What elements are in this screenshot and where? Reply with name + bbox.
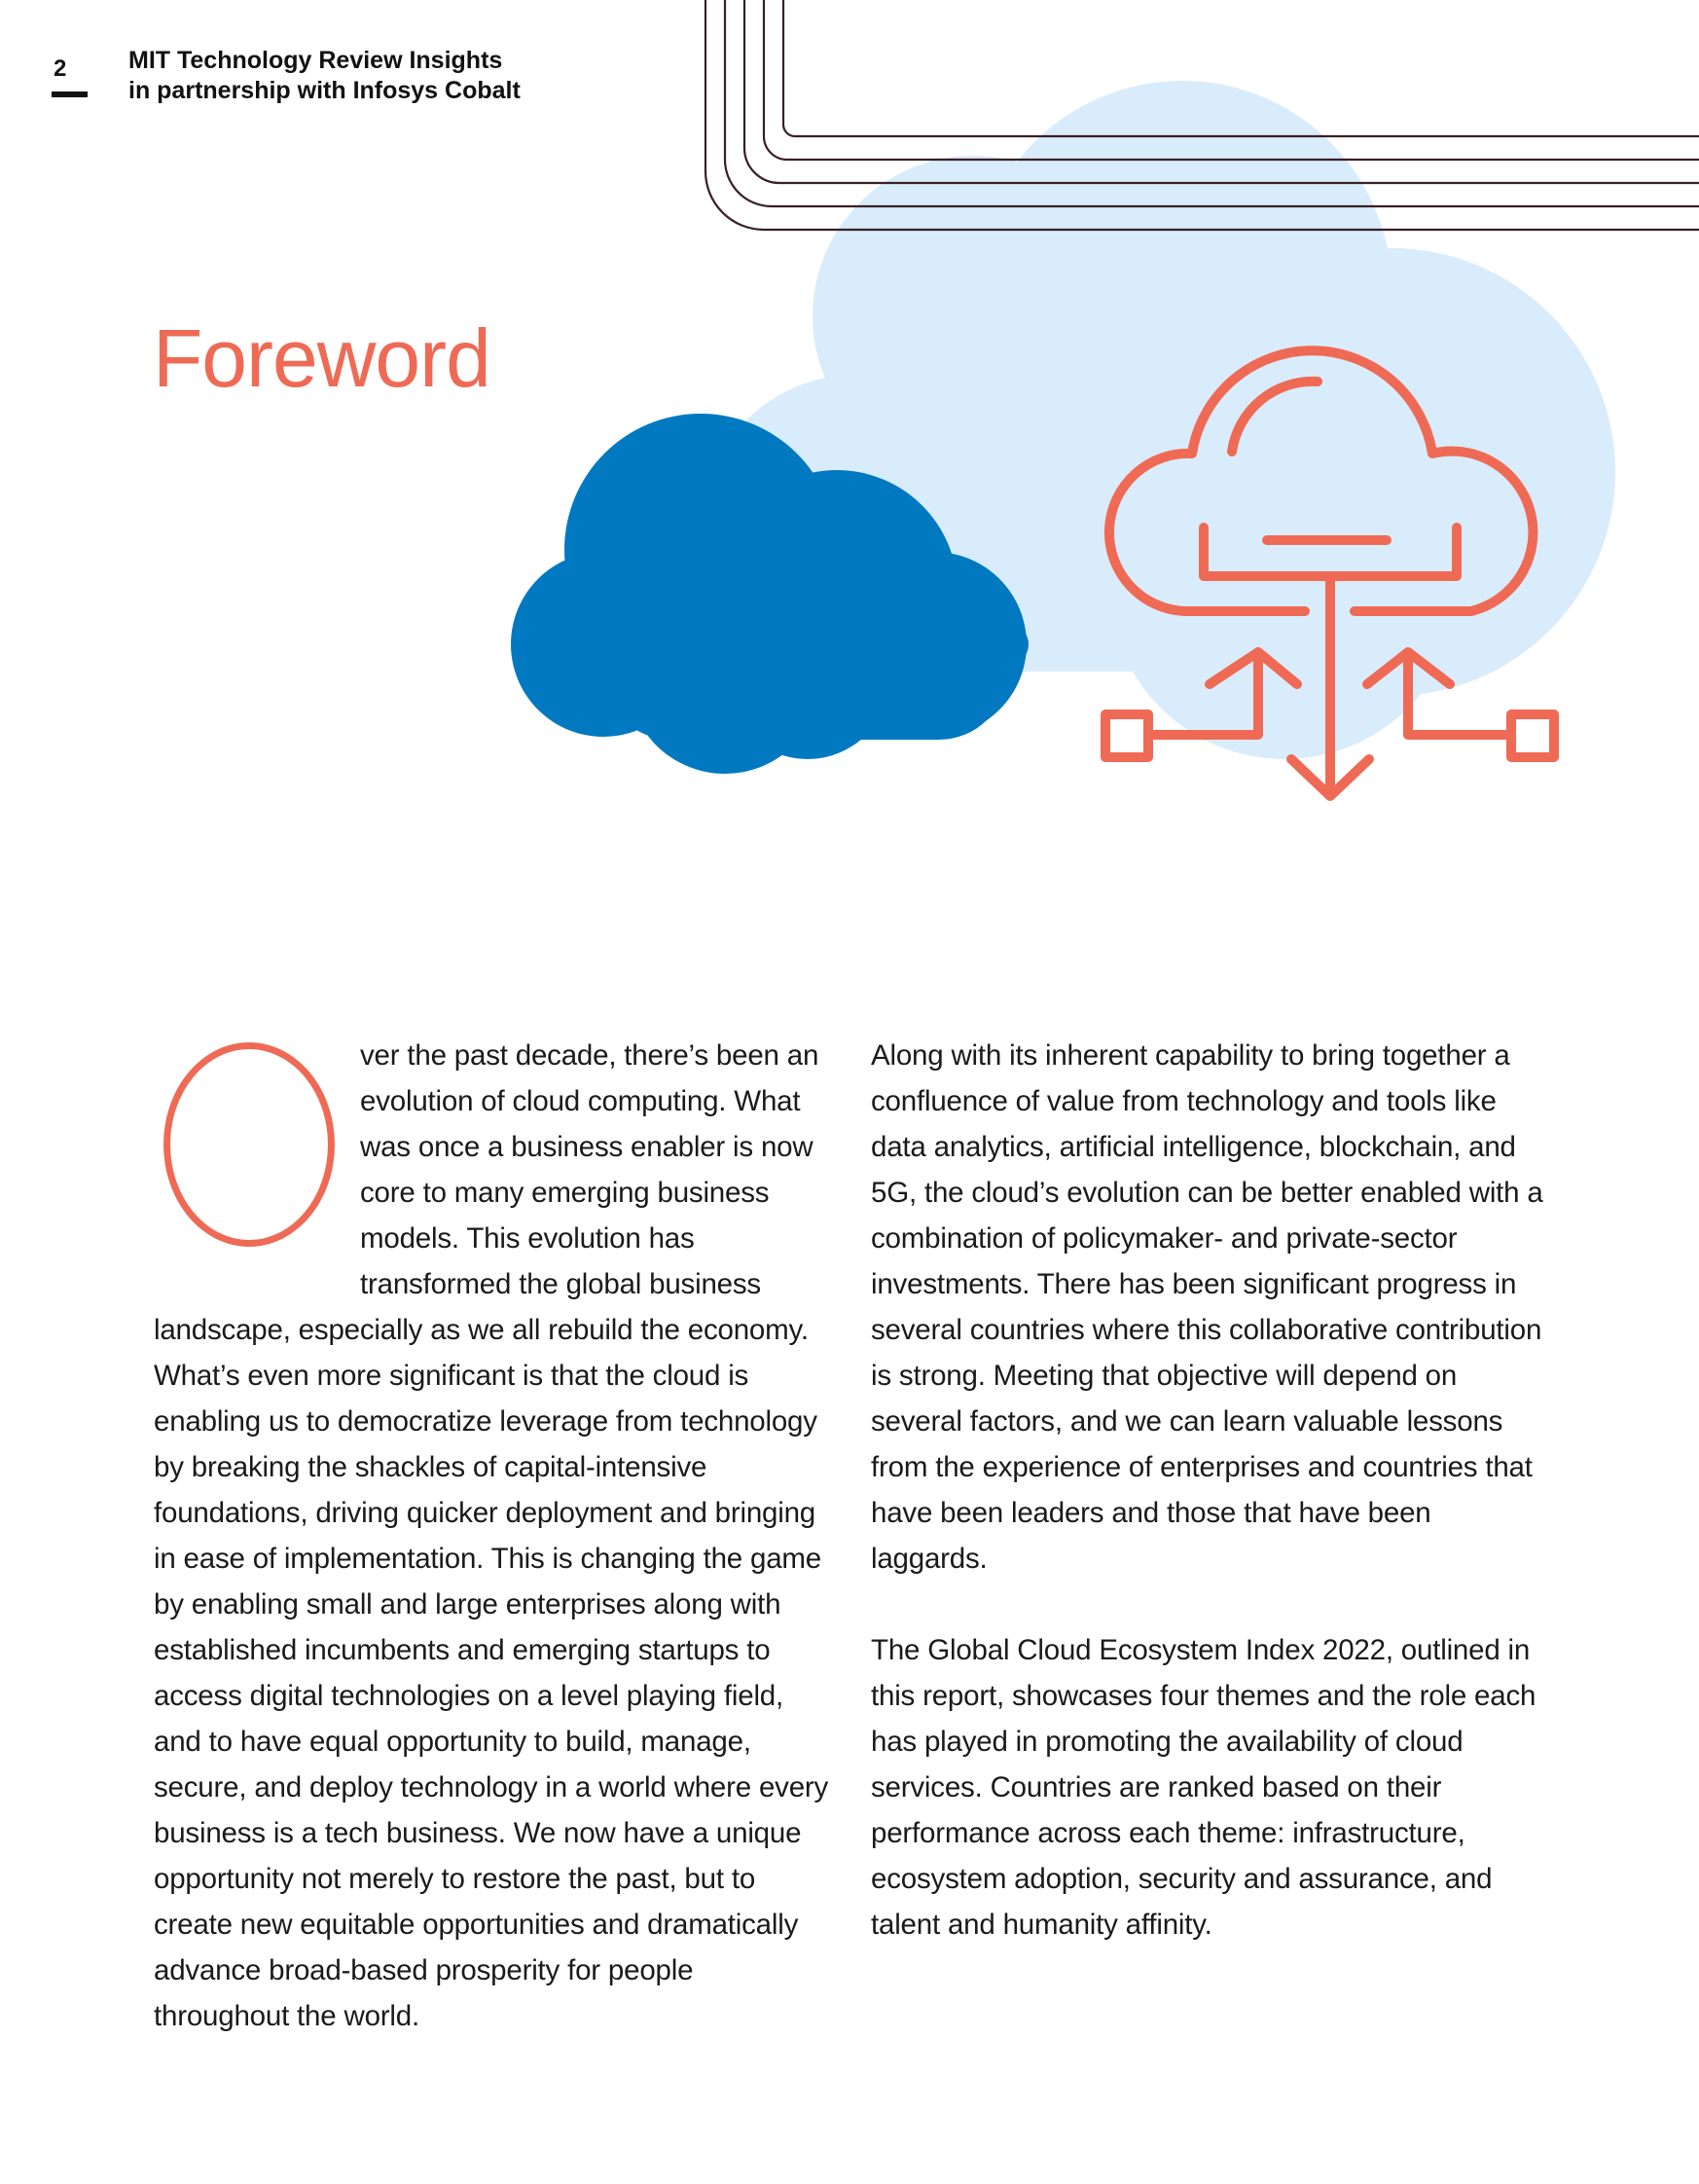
dropcap-o-glyph: [163, 1042, 335, 1247]
cloud-network-outline-icon: [1105, 350, 1554, 796]
left-paragraph: ver the past decade, there’s been an evolution of cloud computing. What was once a business enabler is now core to many emerging business models. This evolution has transformed the global business landscape, especially as we all rebuild the economy. What’s even more significant is that the cloud is enabling us to democratize leverage from technology by breaking the shackles of capital-intensive foundations, driving quicker deployment and bringing in ease of implementation. This is changing the game by enabling small and large enterprises along with established incumbents and emerging startups to access digital technologies on a level playing field, and to have equal opportunity to build, manage, secure, and deploy technology in a world where every business is a tech business. We now have a unique opportunity not merely to restore the past, but to create new equitable opportunities and dramatically advance broad-based prosperity for people throughout the world.: [154, 1039, 829, 2032]
rounded-lines-decoration: [705, 0, 1699, 876]
dropcap: [154, 1042, 360, 1268]
publisher-line-2: in partnership with Infosys Cobalt: [128, 77, 521, 104]
page-number-rule: [52, 91, 88, 97]
light-cloud-icon: [701, 81, 1615, 759]
body-column-right: [871, 1033, 1552, 1947]
publisher-credit: [128, 46, 521, 106]
foreword-illustration: [0, 0, 1699, 876]
dropcap-letter: [154, 1247, 155, 1248]
publisher-line-1: MIT Technology Review Insights: [128, 47, 503, 74]
page-number: 2: [54, 55, 67, 82]
right-paragraph-2: The Global Cloud Ecosystem Index 2022, outlined in this report, showcases four themes and the role each has played in promoting the availability of cloud services. Countries are ranked based on their performance across each theme: infrastructure, ecosystem adoption, security and assurance, and talent and humanity affinity.: [871, 1634, 1536, 1941]
solid-cloud-icon: [511, 414, 1029, 774]
right-paragraph-1: Along with its inherent capability to bring together a confluence of value from technology and tools like data analytics, artificial intelligence, blockchain, and 5G, the cloud’s evolution can be better enabled with a combination of policymaker- and private-sector investments. There has been significant progress in several countries where this collaborative contribution is strong. Meeting that objective will depend on several factors, and we can learn valuable lessons from the experience of enterprises and countries that have been leaders and those that have been laggards.: [871, 1039, 1543, 1575]
body-column-left: [154, 1033, 835, 2039]
page-title: Foreword: [153, 312, 490, 404]
